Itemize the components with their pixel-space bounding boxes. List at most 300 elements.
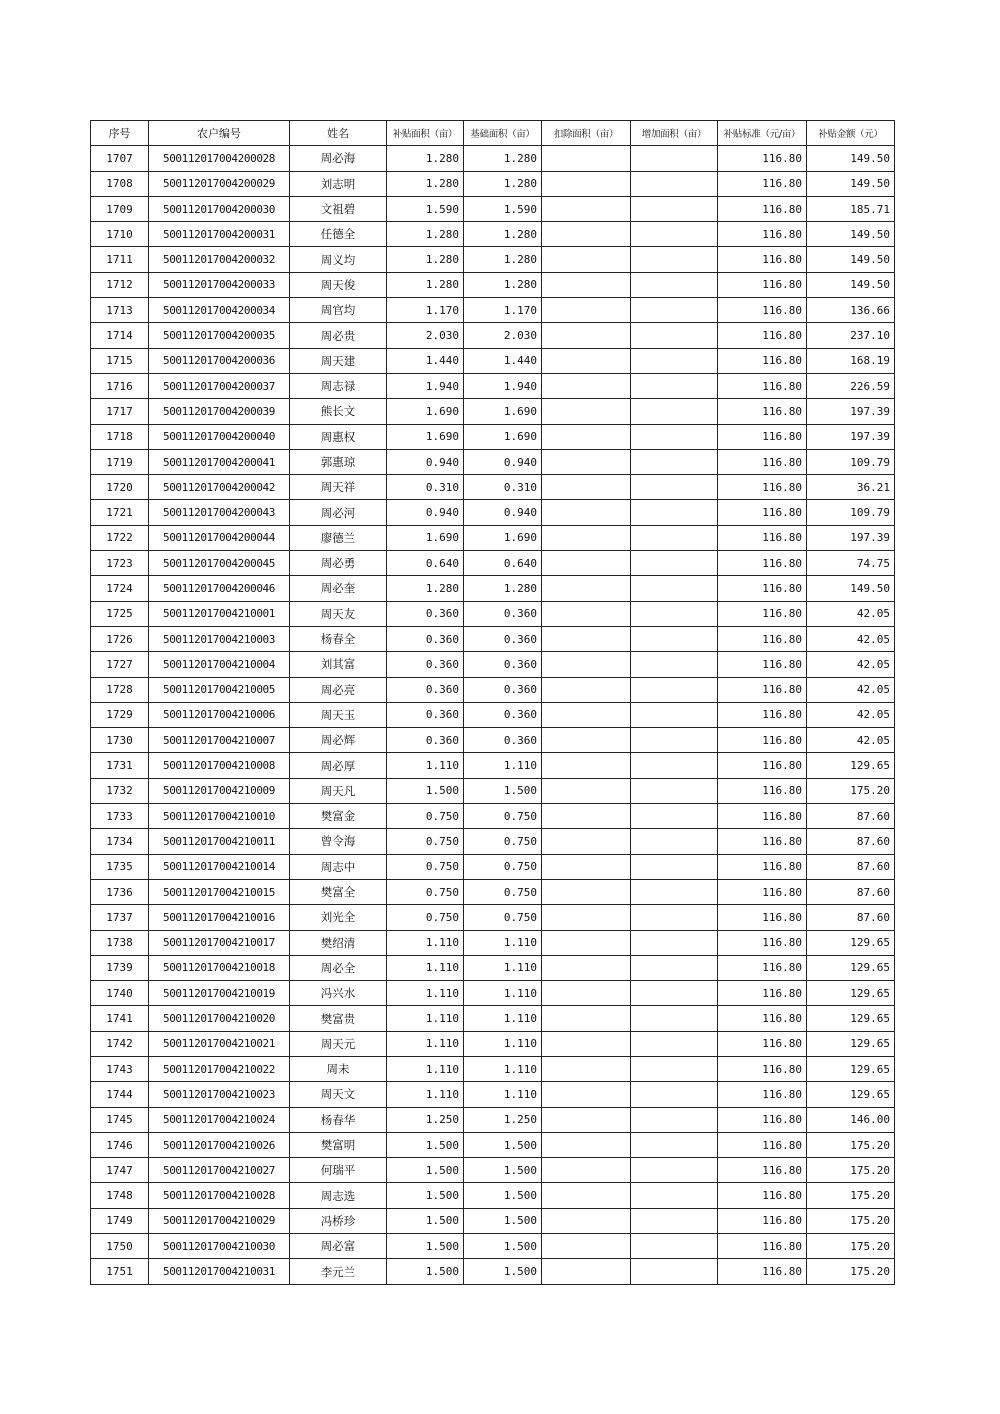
cell-subsidy-area: 1.280: [387, 272, 464, 297]
cell-deducted-area: [542, 829, 631, 854]
cell-household-id: 500112017004210014: [149, 854, 290, 879]
cell-base-area: 1.690: [464, 424, 542, 449]
cell-standard: 116.80: [718, 778, 807, 803]
cell-subsidy-area: 1.110: [387, 1056, 464, 1081]
cell-seq: 1709: [91, 196, 149, 221]
cell-seq: 1745: [91, 1107, 149, 1132]
cell-deducted-area: [542, 298, 631, 323]
cell-name: 周未: [290, 1056, 387, 1081]
cell-seq: 1720: [91, 475, 149, 500]
cell-amount: 129.65: [807, 981, 895, 1006]
cell-household-id: 500112017004200029: [149, 171, 290, 196]
cell-subsidy-area: 0.750: [387, 804, 464, 829]
cell-amount: 175.20: [807, 1183, 895, 1208]
cell-standard: 116.80: [718, 1208, 807, 1233]
cell-name: 文祖碧: [290, 196, 387, 221]
cell-amount: 129.65: [807, 955, 895, 980]
cell-added-area: [631, 626, 718, 651]
cell-subsidy-area: 1.280: [387, 247, 464, 272]
cell-base-area: 1.280: [464, 146, 542, 171]
cell-standard: 116.80: [718, 348, 807, 373]
subsidy-table: [90, 120, 895, 1285]
cell-subsidy-area: 1.500: [387, 778, 464, 803]
table-row: [91, 1259, 895, 1284]
cell-name: 廖德兰: [290, 525, 387, 550]
cell-household-id: 500112017004210010: [149, 804, 290, 829]
cell-base-area: 1.170: [464, 298, 542, 323]
cell-name: 曾令海: [290, 829, 387, 854]
cell-seq: 1719: [91, 449, 149, 474]
cell-subsidy-area: 1.590: [387, 196, 464, 221]
cell-seq: 1735: [91, 854, 149, 879]
cell-base-area: 0.750: [464, 829, 542, 854]
cell-amount: 129.65: [807, 1006, 895, 1031]
cell-subsidy-area: 1.280: [387, 576, 464, 601]
cell-standard: 116.80: [718, 879, 807, 904]
cell-household-id: 500112017004210021: [149, 1031, 290, 1056]
cell-seq: 1734: [91, 829, 149, 854]
cell-added-area: [631, 677, 718, 702]
cell-seq: 1724: [91, 576, 149, 601]
cell-deducted-area: [542, 500, 631, 525]
cell-household-id: 500112017004210017: [149, 930, 290, 955]
cell-seq: 1716: [91, 373, 149, 398]
cell-standard: 116.80: [718, 576, 807, 601]
cell-name: 樊富金: [290, 804, 387, 829]
cell-household-id: 500112017004210003: [149, 626, 290, 651]
cell-deducted-area: [542, 525, 631, 550]
cell-household-id: 500112017004200040: [149, 424, 290, 449]
cell-deducted-area: [542, 626, 631, 651]
cell-added-area: [631, 702, 718, 727]
cell-deducted-area: [542, 930, 631, 955]
cell-standard: 116.80: [718, 652, 807, 677]
table-row: [91, 323, 895, 348]
cell-household-id: 500112017004210016: [149, 905, 290, 930]
cell-name: 周必海: [290, 146, 387, 171]
cell-standard: 116.80: [718, 500, 807, 525]
cell-added-area: [631, 981, 718, 1006]
cell-base-area: 1.250: [464, 1107, 542, 1132]
cell-household-id: 500112017004200043: [149, 500, 290, 525]
cell-deducted-area: [542, 753, 631, 778]
table-row: [91, 272, 895, 297]
table-row: [91, 905, 895, 930]
cell-base-area: 1.110: [464, 1056, 542, 1081]
cell-amount: 129.65: [807, 1056, 895, 1081]
cell-household-id: 500112017004210005: [149, 677, 290, 702]
cell-deducted-area: [542, 1234, 631, 1259]
cell-standard: 116.80: [718, 1183, 807, 1208]
cell-added-area: [631, 905, 718, 930]
cell-added-area: [631, 1158, 718, 1183]
table-row: [91, 500, 895, 525]
cell-base-area: 1.690: [464, 525, 542, 550]
cell-household-id: 500112017004200037: [149, 373, 290, 398]
header-amount: 补贴金额（元）: [807, 121, 895, 146]
cell-name: 周必亮: [290, 677, 387, 702]
header-seq: 序号: [91, 121, 149, 146]
cell-seq: 1739: [91, 955, 149, 980]
cell-subsidy-area: 1.500: [387, 1234, 464, 1259]
cell-deducted-area: [542, 424, 631, 449]
cell-name: 李元兰: [290, 1259, 387, 1284]
cell-subsidy-area: 0.310: [387, 475, 464, 500]
cell-name: 刘光全: [290, 905, 387, 930]
cell-amount: 87.60: [807, 829, 895, 854]
cell-base-area: 0.940: [464, 500, 542, 525]
cell-name: 杨春全: [290, 626, 387, 651]
table-row: [91, 1082, 895, 1107]
cell-added-area: [631, 475, 718, 500]
cell-amount: 149.50: [807, 222, 895, 247]
cell-household-id: 500112017004210018: [149, 955, 290, 980]
table-row: [91, 1006, 895, 1031]
cell-seq: 1742: [91, 1031, 149, 1056]
cell-standard: 116.80: [718, 677, 807, 702]
cell-deducted-area: [542, 348, 631, 373]
cell-amount: 42.05: [807, 652, 895, 677]
cell-deducted-area: [542, 576, 631, 601]
cell-name: 周天祥: [290, 475, 387, 500]
cell-name: 周天文: [290, 1082, 387, 1107]
cell-added-area: [631, 373, 718, 398]
cell-base-area: 1.500: [464, 1208, 542, 1233]
cell-amount: 42.05: [807, 728, 895, 753]
cell-seq: 1750: [91, 1234, 149, 1259]
cell-name: 何瑞平: [290, 1158, 387, 1183]
header-deducted-area: 扣除面积（亩）: [542, 121, 631, 146]
cell-base-area: 1.280: [464, 222, 542, 247]
cell-seq: 1729: [91, 702, 149, 727]
cell-added-area: [631, 272, 718, 297]
cell-seq: 1743: [91, 1056, 149, 1081]
cell-added-area: [631, 1107, 718, 1132]
cell-standard: 116.80: [718, 829, 807, 854]
cell-standard: 116.80: [718, 247, 807, 272]
cell-subsidy-area: 1.690: [387, 424, 464, 449]
table-row: [91, 576, 895, 601]
cell-subsidy-area: 1.110: [387, 1031, 464, 1056]
cell-base-area: 1.440: [464, 348, 542, 373]
cell-subsidy-area: 1.940: [387, 373, 464, 398]
cell-subsidy-area: 1.110: [387, 981, 464, 1006]
cell-name: 周必厚: [290, 753, 387, 778]
cell-base-area: 0.360: [464, 677, 542, 702]
cell-subsidy-area: 0.360: [387, 652, 464, 677]
cell-standard: 116.80: [718, 1158, 807, 1183]
cell-deducted-area: [542, 879, 631, 904]
cell-base-area: 0.360: [464, 601, 542, 626]
cell-added-area: [631, 1056, 718, 1081]
table-row: [91, 955, 895, 980]
cell-household-id: 500112017004200030: [149, 196, 290, 221]
cell-added-area: [631, 1031, 718, 1056]
cell-standard: 116.80: [718, 728, 807, 753]
table-row: [91, 449, 895, 474]
cell-subsidy-area: 1.500: [387, 1183, 464, 1208]
table-row: [91, 778, 895, 803]
cell-name: 周惠权: [290, 424, 387, 449]
table-row: [91, 879, 895, 904]
cell-base-area: 0.640: [464, 551, 542, 576]
cell-name: 周志中: [290, 854, 387, 879]
cell-name: 樊绍清: [290, 930, 387, 955]
cell-household-id: 500112017004210029: [149, 1208, 290, 1233]
header-subsidy-area: 补贴面积（亩）: [387, 121, 464, 146]
cell-household-id: 500112017004210024: [149, 1107, 290, 1132]
cell-amount: 109.79: [807, 449, 895, 474]
cell-seq: 1749: [91, 1208, 149, 1233]
cell-base-area: 1.110: [464, 981, 542, 1006]
cell-amount: 87.60: [807, 854, 895, 879]
cell-added-area: [631, 1132, 718, 1157]
cell-name: 周天俊: [290, 272, 387, 297]
cell-amount: 149.50: [807, 272, 895, 297]
cell-added-area: [631, 879, 718, 904]
cell-standard: 116.80: [718, 323, 807, 348]
table-row: [91, 677, 895, 702]
table-header-row: [91, 121, 895, 146]
cell-added-area: [631, 399, 718, 424]
cell-name: 郭惠琼: [290, 449, 387, 474]
cell-household-id: 500112017004200041: [149, 449, 290, 474]
cell-seq: 1707: [91, 146, 149, 171]
table-row: [91, 804, 895, 829]
cell-household-id: 500112017004200044: [149, 525, 290, 550]
cell-seq: 1731: [91, 753, 149, 778]
cell-household-id: 500112017004210007: [149, 728, 290, 753]
cell-amount: 149.50: [807, 576, 895, 601]
cell-amount: 237.10: [807, 323, 895, 348]
cell-subsidy-area: 1.110: [387, 1006, 464, 1031]
cell-household-id: 500112017004210009: [149, 778, 290, 803]
cell-amount: 146.00: [807, 1107, 895, 1132]
cell-seq: 1738: [91, 930, 149, 955]
cell-amount: 136.66: [807, 298, 895, 323]
cell-household-id: 500112017004200039: [149, 399, 290, 424]
cell-subsidy-area: 0.360: [387, 677, 464, 702]
cell-subsidy-area: 1.110: [387, 753, 464, 778]
table-row: [91, 298, 895, 323]
header-base-area: 基础面积（亩）: [464, 121, 542, 146]
cell-household-id: 500112017004200035: [149, 323, 290, 348]
cell-subsidy-area: 0.940: [387, 449, 464, 474]
cell-added-area: [631, 854, 718, 879]
cell-deducted-area: [542, 1158, 631, 1183]
cell-household-id: 500112017004210011: [149, 829, 290, 854]
cell-amount: 149.50: [807, 247, 895, 272]
cell-base-area: 0.940: [464, 449, 542, 474]
cell-standard: 116.80: [718, 955, 807, 980]
cell-added-area: [631, 348, 718, 373]
cell-added-area: [631, 930, 718, 955]
cell-household-id: 500112017004210026: [149, 1132, 290, 1157]
cell-deducted-area: [542, 373, 631, 398]
cell-deducted-area: [542, 399, 631, 424]
cell-deducted-area: [542, 1006, 631, 1031]
cell-seq: 1715: [91, 348, 149, 373]
cell-standard: 116.80: [718, 298, 807, 323]
cell-seq: 1710: [91, 222, 149, 247]
cell-amount: 42.05: [807, 601, 895, 626]
cell-subsidy-area: 0.750: [387, 854, 464, 879]
cell-base-area: 1.110: [464, 1006, 542, 1031]
cell-name: 冯兴水: [290, 981, 387, 1006]
cell-added-area: [631, 146, 718, 171]
table-row: [91, 702, 895, 727]
cell-seq: 1733: [91, 804, 149, 829]
cell-added-area: [631, 601, 718, 626]
cell-standard: 116.80: [718, 1234, 807, 1259]
cell-amount: 42.05: [807, 702, 895, 727]
cell-base-area: 0.750: [464, 879, 542, 904]
cell-amount: 197.39: [807, 399, 895, 424]
cell-name: 杨春华: [290, 1107, 387, 1132]
cell-base-area: 1.110: [464, 1031, 542, 1056]
table-row: [91, 196, 895, 221]
cell-standard: 116.80: [718, 981, 807, 1006]
cell-deducted-area: [542, 449, 631, 474]
cell-seq: 1718: [91, 424, 149, 449]
table-row: [91, 1208, 895, 1233]
cell-base-area: 0.750: [464, 804, 542, 829]
cell-standard: 116.80: [718, 399, 807, 424]
table-row: [91, 399, 895, 424]
cell-seq: 1711: [91, 247, 149, 272]
table-row: [91, 247, 895, 272]
cell-deducted-area: [542, 955, 631, 980]
cell-amount: 175.20: [807, 778, 895, 803]
cell-household-id: 500112017004200036: [149, 348, 290, 373]
cell-amount: 87.60: [807, 879, 895, 904]
cell-household-id: 500112017004200032: [149, 247, 290, 272]
cell-added-area: [631, 804, 718, 829]
cell-deducted-area: [542, 1031, 631, 1056]
cell-base-area: 1.280: [464, 576, 542, 601]
cell-standard: 116.80: [718, 626, 807, 651]
cell-seq: 1741: [91, 1006, 149, 1031]
cell-added-area: [631, 728, 718, 753]
cell-name: 周官均: [290, 298, 387, 323]
cell-added-area: [631, 1183, 718, 1208]
cell-amount: 149.50: [807, 146, 895, 171]
cell-amount: 129.65: [807, 1082, 895, 1107]
table-row: [91, 728, 895, 753]
cell-base-area: 0.750: [464, 854, 542, 879]
cell-subsidy-area: 0.640: [387, 551, 464, 576]
cell-amount: 87.60: [807, 905, 895, 930]
cell-added-area: [631, 955, 718, 980]
cell-household-id: 500112017004210028: [149, 1183, 290, 1208]
cell-household-id: 500112017004200046: [149, 576, 290, 601]
cell-amount: 129.65: [807, 930, 895, 955]
table-row: [91, 930, 895, 955]
cell-base-area: 0.750: [464, 905, 542, 930]
cell-added-area: [631, 500, 718, 525]
cell-seq: 1747: [91, 1158, 149, 1183]
cell-name: 周必贵: [290, 323, 387, 348]
cell-amount: 149.50: [807, 171, 895, 196]
cell-standard: 116.80: [718, 1132, 807, 1157]
cell-standard: 116.80: [718, 1006, 807, 1031]
cell-deducted-area: [542, 323, 631, 348]
cell-amount: 197.39: [807, 424, 895, 449]
cell-standard: 116.80: [718, 804, 807, 829]
cell-subsidy-area: 1.500: [387, 1259, 464, 1284]
cell-deducted-area: [542, 272, 631, 297]
cell-standard: 116.80: [718, 1259, 807, 1284]
table-row: [91, 753, 895, 778]
cell-name: 周必全: [290, 955, 387, 980]
table-row: [91, 652, 895, 677]
cell-added-area: [631, 449, 718, 474]
cell-standard: 116.80: [718, 1031, 807, 1056]
cell-household-id: 500112017004200034: [149, 298, 290, 323]
cell-standard: 116.80: [718, 930, 807, 955]
cell-name: 周义均: [290, 247, 387, 272]
cell-deducted-area: [542, 222, 631, 247]
cell-base-area: 0.360: [464, 728, 542, 753]
cell-base-area: 1.940: [464, 373, 542, 398]
table-row: [91, 1183, 895, 1208]
cell-household-id: 500112017004200045: [149, 551, 290, 576]
cell-added-area: [631, 1082, 718, 1107]
table-row: [91, 146, 895, 171]
cell-base-area: 1.500: [464, 1183, 542, 1208]
cell-amount: 87.60: [807, 804, 895, 829]
cell-deducted-area: [542, 677, 631, 702]
cell-base-area: 2.030: [464, 323, 542, 348]
cell-standard: 116.80: [718, 196, 807, 221]
cell-standard: 116.80: [718, 1082, 807, 1107]
cell-seq: 1730: [91, 728, 149, 753]
cell-deducted-area: [542, 247, 631, 272]
cell-base-area: 1.500: [464, 1158, 542, 1183]
cell-deducted-area: [542, 196, 631, 221]
cell-household-id: 500112017004210022: [149, 1056, 290, 1081]
table-row: [91, 424, 895, 449]
cell-deducted-area: [542, 551, 631, 576]
cell-household-id: 500112017004210004: [149, 652, 290, 677]
cell-base-area: 1.110: [464, 930, 542, 955]
cell-seq: 1717: [91, 399, 149, 424]
table-row: [91, 601, 895, 626]
cell-seq: 1746: [91, 1132, 149, 1157]
cell-name: 周必奎: [290, 576, 387, 601]
cell-added-area: [631, 576, 718, 601]
table-row: [91, 348, 895, 373]
cell-household-id: 500112017004200042: [149, 475, 290, 500]
cell-deducted-area: [542, 1056, 631, 1081]
cell-deducted-area: [542, 728, 631, 753]
table-row: [91, 1031, 895, 1056]
table-row: [91, 171, 895, 196]
table-row: [91, 475, 895, 500]
cell-base-area: 1.110: [464, 1082, 542, 1107]
cell-base-area: 1.110: [464, 753, 542, 778]
cell-deducted-area: [542, 981, 631, 1006]
cell-subsidy-area: 1.110: [387, 930, 464, 955]
cell-subsidy-area: 0.360: [387, 702, 464, 727]
cell-amount: 185.71: [807, 196, 895, 221]
cell-added-area: [631, 1208, 718, 1233]
cell-name: 任德全: [290, 222, 387, 247]
cell-name: 周天玉: [290, 702, 387, 727]
cell-subsidy-area: 1.280: [387, 222, 464, 247]
cell-deducted-area: [542, 601, 631, 626]
cell-name: 周必河: [290, 500, 387, 525]
